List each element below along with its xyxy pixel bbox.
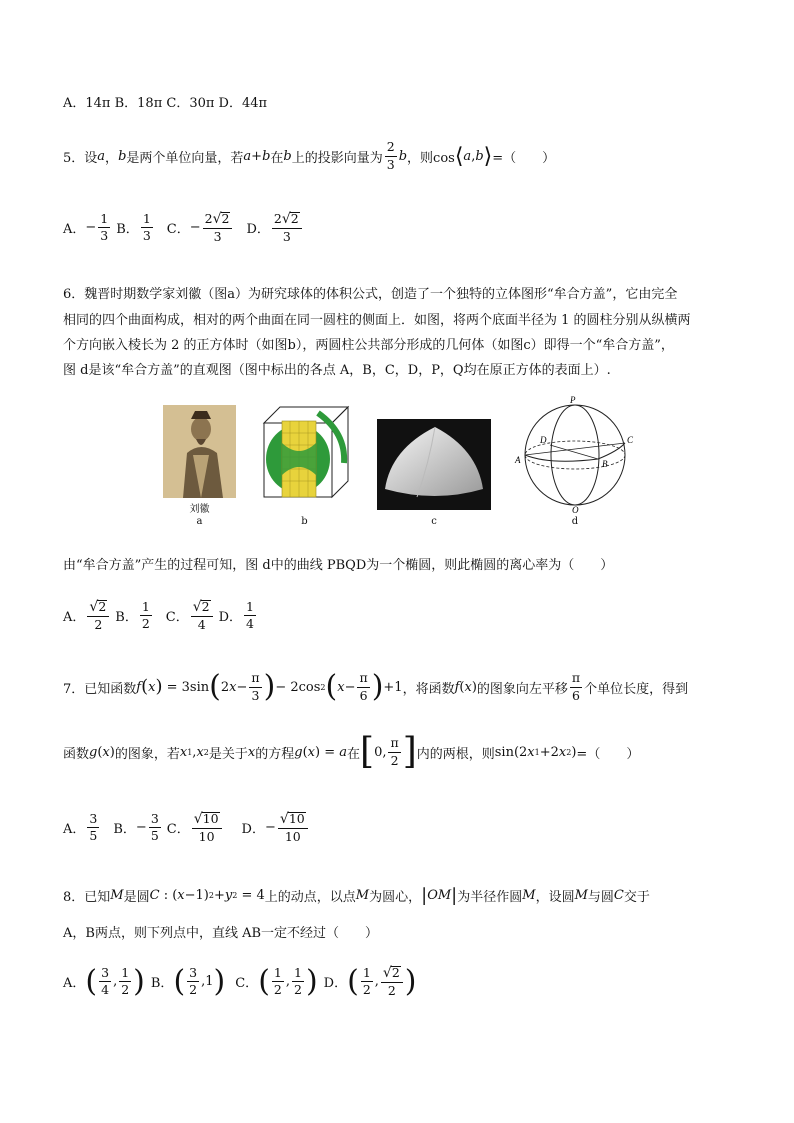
q5-options: A． − $\frac{1}{3}$ B． $\frac{1}{3}$ C． − $\frac{2√2}{3}$ D． $\frac{2√2}{3}$ (63, 212, 304, 244)
point-label: P (570, 395, 576, 405)
ellipse-diagram (510, 393, 640, 513)
q5-stem: 5．设 a ， b 是两个单位向量，若 a + b 在 b 上的投影向量为 $\frac{2}{3}$ b ，则cos ⟨ a , b ⟩ =（ ） (63, 139, 556, 172)
option-label: D． (218, 610, 243, 626)
q4-options: A．14π B．18π C．30π D．44π (63, 96, 268, 111)
q7-text: 的方程 (255, 746, 295, 762)
q5-text: 上的投影向量为 (291, 150, 383, 166)
q8-text: 上的动点，以点 (264, 890, 356, 905)
q8-line2: A，B两点，则下列点中，直线 AB一定不经过（ ） (63, 926, 379, 941)
q8-text: 8．已知 (63, 890, 111, 905)
q7-options: A． $\frac{3}{5}$ B． − $\frac{3}{5}$ C． $\frac{√10}{10}$ D． − $\frac{√10}{10}$ (63, 812, 310, 844)
q5-text: 5．设 (63, 150, 98, 166)
q7-text: 7．已知函数 (63, 681, 137, 697)
option-label: C． (165, 610, 189, 626)
caption-c: c (431, 516, 437, 527)
caption-a: a (196, 516, 203, 527)
q7-line2: 函数 g ( x ) 的图象，若 x 1 , x 2 是关于 x 的方程 g ( x ) = a 在 [ 0, $\frac{\pi}{2}$ ] 内的两根，则 sin(2 x 1 +2 x 2 ) =（ ） (63, 731, 640, 772)
q7-text: =（ ） (576, 746, 640, 762)
option-label: A． (63, 976, 86, 992)
option-label: D． (241, 822, 265, 838)
q7-text: 函数 (63, 746, 90, 762)
option-label: B． (116, 222, 139, 238)
option-label: C． (235, 976, 259, 992)
option-label: B． (115, 610, 138, 626)
cube-with-cylinders (258, 403, 351, 501)
option-label: A． (63, 222, 86, 238)
q7-text: 在 (347, 746, 361, 762)
q7-text: 内的两根，则 (416, 746, 495, 762)
portrait-illustration (163, 405, 236, 498)
portrait-name: 刘徽 (189, 504, 210, 515)
point-label: D (540, 435, 547, 445)
q7-text: ，将函数 (402, 681, 455, 697)
solid-illustration (377, 419, 491, 510)
point-label: A (515, 455, 521, 465)
q8-text: 与圆 (587, 890, 614, 905)
option-label: C． (166, 222, 190, 238)
point-label: B (602, 459, 608, 469)
q8-text: 为圆心， (369, 890, 422, 905)
caption-b: b (301, 516, 308, 527)
q8-text: 交于 (623, 890, 650, 905)
q5-text: =（ ） (492, 150, 556, 166)
point-label: C (627, 435, 634, 445)
option-label: C． (166, 822, 190, 838)
q7-text: 的图象向左平移 (476, 681, 568, 697)
intuitive-diagram (510, 393, 640, 513)
q7-text: 个单位长度，得到 (584, 681, 689, 697)
option-label: D． (246, 222, 270, 238)
q7-text: 的图象，若 (114, 746, 180, 762)
q8-text: ，设圆 (535, 890, 575, 905)
q5-text: 在 (270, 150, 284, 166)
point-label: Q (572, 505, 579, 513)
mouhe-fanggai-solid (377, 419, 491, 510)
q6-question: 由“牟合方盖”产生的过程可知，图 d中的曲线 PBQD为一个椭圆，则此椭圆的离心率为（ ） (63, 558, 614, 573)
option-label: B． (113, 822, 136, 838)
option-label: D． (323, 976, 348, 992)
cube-illustration (258, 403, 351, 501)
option-label: A． (63, 822, 86, 838)
q6-line: 相同的四个曲面构成，相对的两个曲面在同一圆柱的侧面上．如图，将两个底面半径为 1 的圆柱分别从纵横两 (63, 313, 691, 328)
q6-options: A． $\frac{√2}{2}$ B． $\frac{1}{2}$ C． $\frac{√2}{4}$ D． $\frac{1}{4}$ (63, 598, 254, 632)
q8-options: A． ( $\frac{3}{4}$ , $\frac{1}{2}$ ) B． ( $\frac{3}{2}$ ,1 ) C． ( $\frac{1}{2}$ , $\frac{1}{2}$ ) D． ( $\frac{1}{2}$ , $\frac{√2}{2}$ ) (63, 963, 417, 999)
q8-line1: 8．已知 M 是圆 C : ( x −1) 2 + y 2 = 4 上的动点，以点 M 为圆心， | OM | 为半径作圆 M ，设圆 M 与圆 C 交于 (63, 885, 650, 906)
q5-text: 是两个单位向量，若 (126, 150, 244, 166)
q8-text: 是圆 (123, 890, 150, 905)
q7-line1: 7．已知函数 f ( x ) = 3sin ( 2 x − $\frac{\pi}{3}$ ) − 2cos 2 ( x − $\frac{\pi}{6}$ ) +1 ，将函数 f ( x ) 的图象向左平移 $\frac{\pi}{6}$ 个单位长度，得到 (63, 669, 689, 704)
q6-line: 6．魏晋时期数学家刘徽（图a）为研究球体的体积公式，创造了一个独特的立体图形“牟合方盖”，它由完全 (63, 287, 678, 302)
q6-line: 个方向嵌入棱长为 2 的正方体时（如图b），两圆柱公共部分形成的几何体（如图c）即得一个“牟合方盖”， (63, 338, 674, 353)
caption-d: d (571, 516, 579, 527)
option-label: A． (63, 610, 86, 626)
q8-text: 为半径作圆 (457, 890, 523, 905)
option-label: B． (150, 976, 174, 992)
q7-text: 是关于 (208, 746, 248, 762)
q5-text: ，则cos (407, 150, 455, 166)
liu-hui-portrait (163, 405, 236, 498)
q6-line: 图 d是该“牟合方盖”的直观图（图中标出的各点 A，B，C，D，P，Q均在原正方体的表面上）. (63, 363, 611, 378)
